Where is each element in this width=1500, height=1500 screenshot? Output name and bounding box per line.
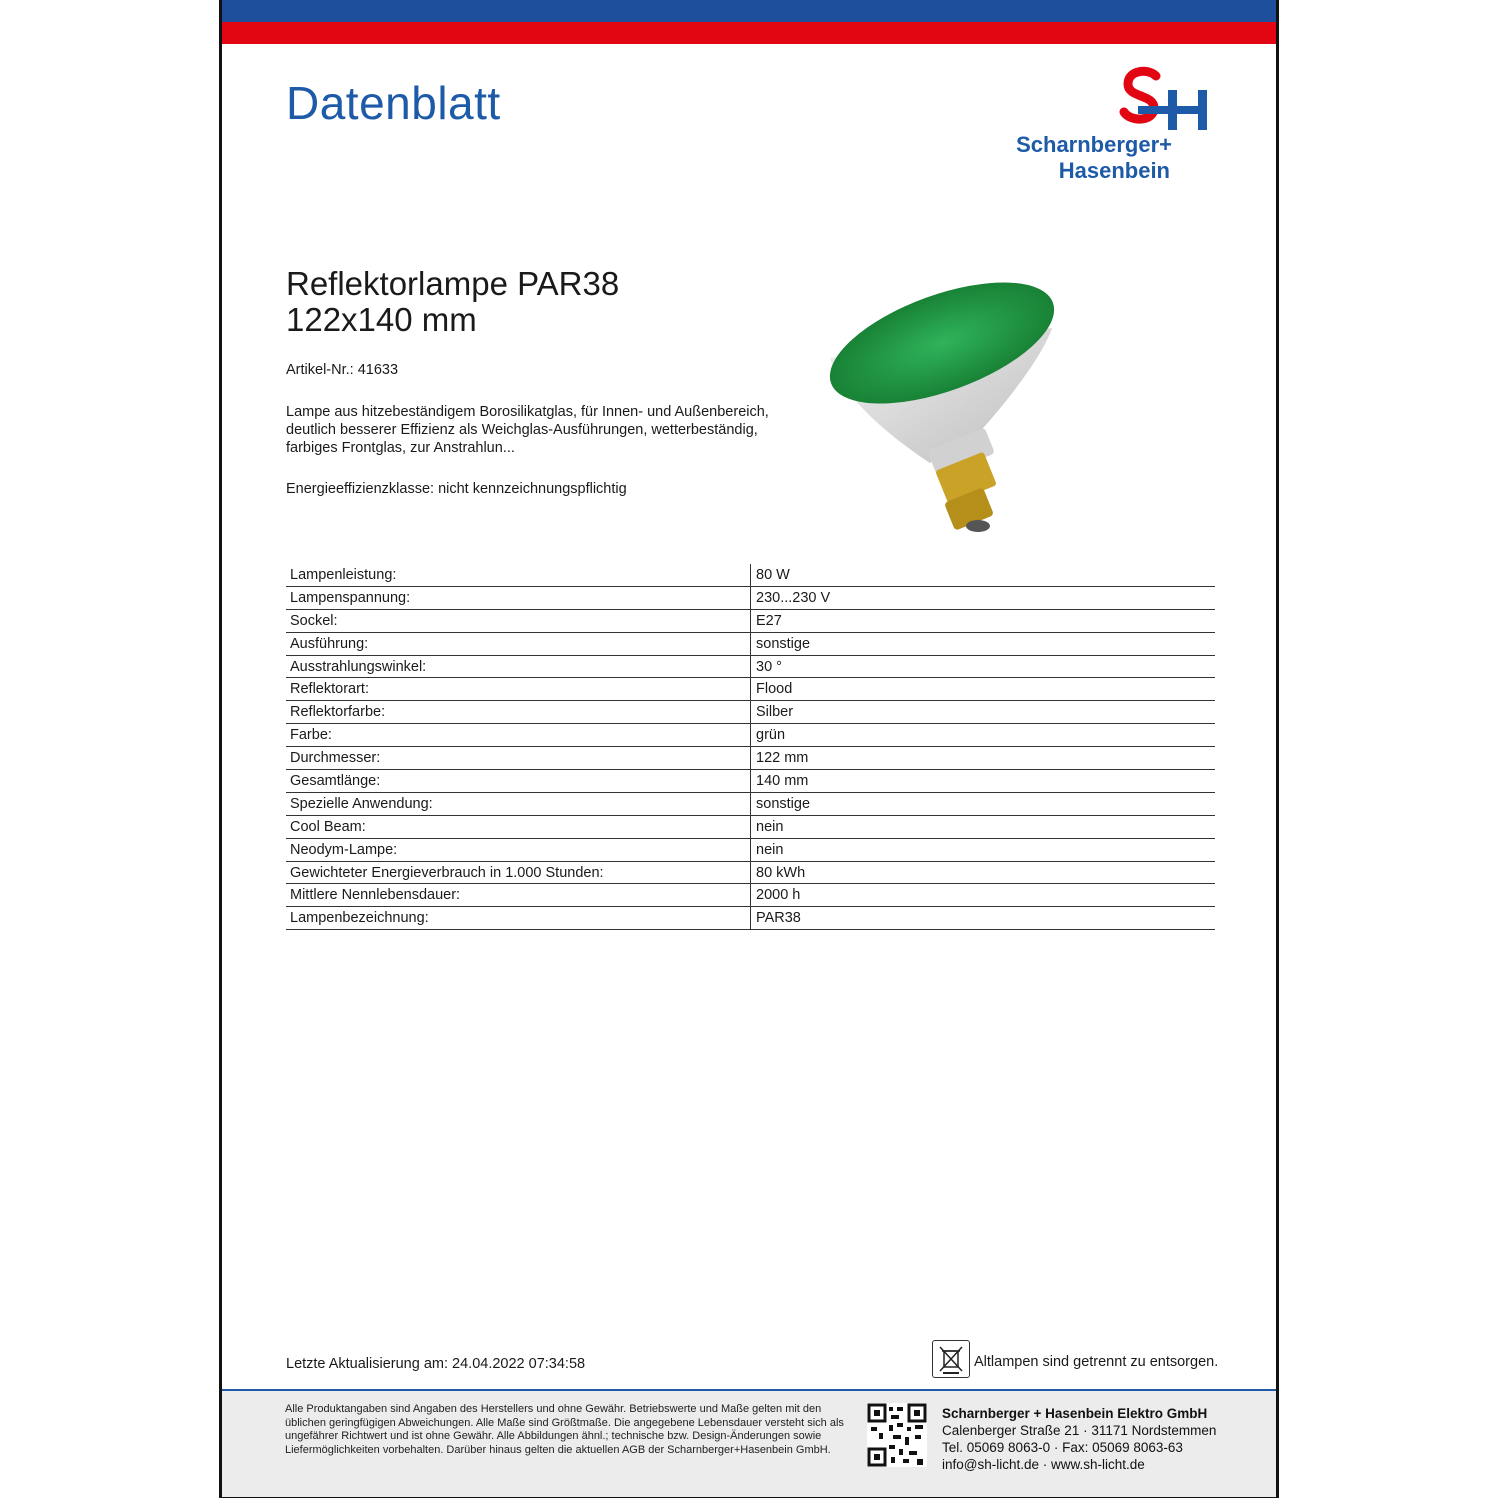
product-title-line1: Reflektorlampe PAR38 (286, 265, 620, 302)
header-stripe-blue (222, 0, 1276, 22)
product-description: Lampe aus hitzebeständigem Borosilikatglas, für Innen- und Außenbereich, deutlich besserer Effizienz als Weichglas-Ausführungen, wetterbeständig, farbiges Frontglas, zur Anstrahlun... (286, 404, 769, 456)
spec-label: Cool Beam: (286, 815, 751, 838)
document-title: Datenblatt (286, 77, 501, 129)
datasheet-page (219, 0, 1279, 1498)
spec-label: Reflektorart: (286, 678, 751, 701)
spec-value: nein (751, 838, 1216, 861)
last-updated: Letzte Aktualisierung am: 24.04.2022 07:34:58 (286, 1356, 586, 1372)
spec-label: Gesamtlänge: (286, 770, 751, 793)
table-row (286, 815, 1215, 838)
spec-label: Sockel: (286, 609, 751, 632)
lamp-image (802, 268, 1062, 543)
table-row (286, 838, 1215, 861)
header-stripe-red (222, 22, 1276, 44)
table-row (286, 655, 1215, 678)
table-row (286, 724, 1215, 747)
product-title (286, 266, 619, 338)
page-footer (222, 1389, 1276, 1497)
disposal-note: Altlampen sind getrennt zu entsorgen. (974, 1354, 1219, 1370)
spec-value: 30 ° (751, 655, 1216, 678)
table-row (286, 861, 1215, 884)
spec-label: Durchmesser: (286, 747, 751, 770)
spec-label: Lampenbezeichnung: (286, 907, 751, 930)
table-row (286, 747, 1215, 770)
company-name: Scharnberger + Hasenbein Elektro GmbH (942, 1406, 1208, 1421)
company-logo (982, 66, 1232, 186)
product-title-line2: 122x140 mm (286, 301, 477, 338)
spec-value: 2000 h (751, 884, 1216, 907)
energy-class: Energieeffizienzklasse: nicht kennzeichnungspflichtig (286, 481, 627, 497)
spec-value: 80 kWh (751, 861, 1216, 884)
spec-label: Lampenspannung: (286, 586, 751, 609)
spec-value: 80 W (751, 564, 1216, 586)
spec-value: Flood (751, 678, 1216, 701)
spec-label: Ausstrahlungswinkel: (286, 655, 751, 678)
spec-value: sonstige (751, 632, 1216, 655)
specs-table (286, 564, 1215, 930)
table-row (286, 564, 1215, 586)
spec-label: Neodym-Lampe: (286, 838, 751, 861)
table-row (286, 632, 1215, 655)
table-row (286, 884, 1215, 907)
spec-label: Farbe: (286, 724, 751, 747)
qr-code (867, 1403, 927, 1467)
spec-value: 122 mm (751, 747, 1216, 770)
company-web: info@sh-licht.de · www.sh-licht.de (942, 1457, 1145, 1472)
spec-value: sonstige (751, 792, 1216, 815)
article-label: Artikel-Nr.: (286, 362, 354, 378)
company-contact (942, 1405, 1216, 1473)
company-phone: Tel. 05069 8063-0 · Fax: 05069 8063-63 (942, 1440, 1183, 1455)
table-row (286, 792, 1215, 815)
spec-value: grün (751, 724, 1216, 747)
table-row (286, 907, 1215, 930)
spec-label: Ausführung: (286, 632, 751, 655)
spec-label: Spezielle Anwendung: (286, 792, 751, 815)
sh-logo-icon (1118, 66, 1218, 136)
table-row (286, 609, 1215, 632)
company-address: Calenberger Straße 21 · 31171 Nordstemmen (942, 1423, 1217, 1438)
spec-value: 230...230 V (751, 586, 1216, 609)
spec-label: Lampenleistung: (286, 564, 751, 586)
spec-value: 140 mm (751, 770, 1216, 793)
article-value: 41633 (357, 362, 399, 378)
table-row (286, 701, 1215, 724)
spec-label: Reflektorfarbe: (286, 701, 751, 724)
spec-value: Silber (751, 701, 1216, 724)
weee-bin-icon (932, 1340, 970, 1378)
spec-value: nein (751, 815, 1216, 838)
spec-value: PAR38 (751, 907, 1216, 930)
table-row (286, 678, 1215, 701)
table-row (286, 770, 1215, 793)
logo-text-line2: Hasenbein (1058, 158, 1170, 183)
spec-value: E27 (751, 609, 1216, 632)
spec-label: Mittlere Nennlebensdauer: (286, 884, 751, 907)
logo-text-line1: Scharnberger+ (1016, 132, 1172, 157)
legal-disclaimer: Alle Produktangaben sind Angaben des Herstellers und ohne Gewähr. Betriebswerte und Maße gelten mit den üblichen geringfügigen Abweichungen. Alle Maße sind Größtmaße. Die angegebene Lebensdauer versteht sich als ungefährer Richtwert und ist ohne Gewähr. Alle Abbildungen ähnl.; technische bzw. Design-Änderungen sowie Liefermöglichkeiten vorbehalten. Darüber hinaus gelten die aktuellen AGB der Scharnberger+Hasenbein GmbH. (285, 1403, 844, 1456)
table-row (286, 586, 1215, 609)
spec-label: Gewichteter Energieverbrauch in 1.000 Stunden: (286, 861, 751, 884)
article-number (286, 362, 398, 378)
